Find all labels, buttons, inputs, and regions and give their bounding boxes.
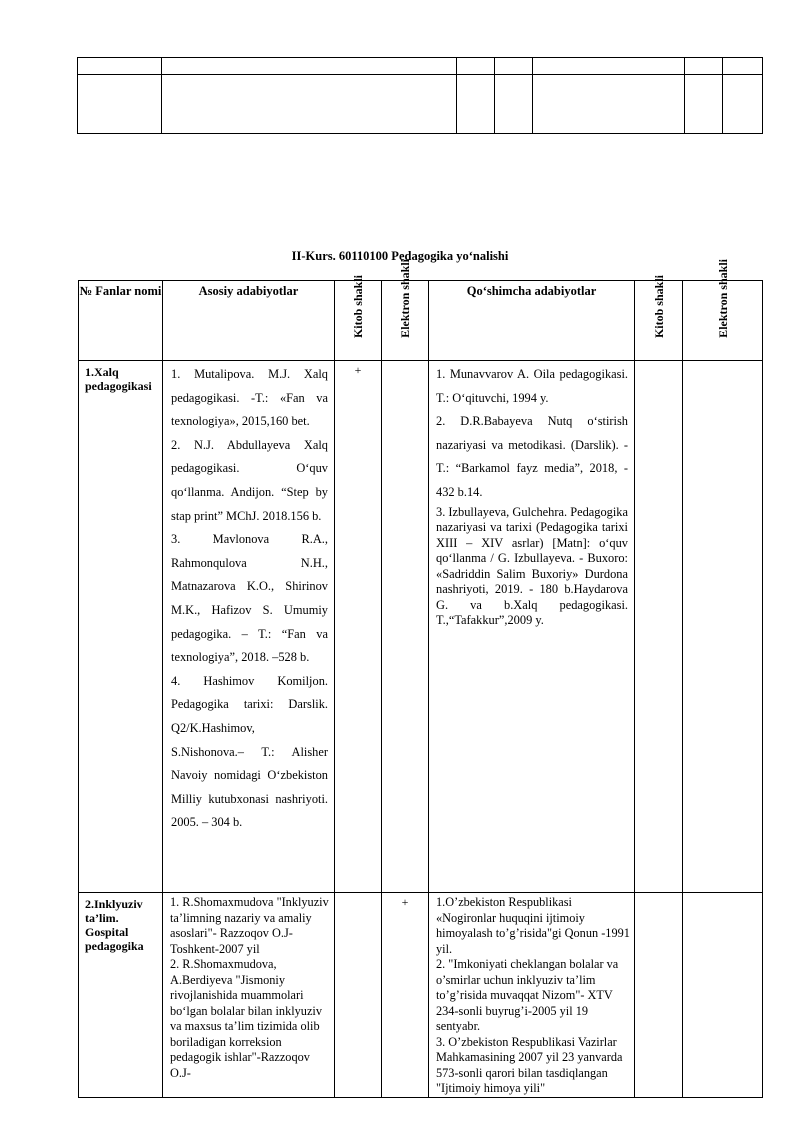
extra-literature-cell — [429, 893, 635, 1098]
table-row — [79, 361, 763, 893]
electronic-form-mark — [382, 361, 429, 893]
literature-item: 3. Izbullayeva, Gulchehra. Pedagogika nazariyasi va tarixi (Pedagogika tarixi XIII – XIV asrlar) [Matn]: o‘quv qo‘llanma / G. Izbullayeva. - Buxoro: «Sadriddin Salim Buxoriy» Durdona nashriyoti, 2019. - 180 b.Haydarova G. va b.Xalq pedagogikasi. T.,“Tafakkur”,2009 y. — [436, 504, 628, 628]
header-electronic-form-2: Elektron shakli — [683, 281, 763, 361]
header-book-form: Kitob shakli — [335, 281, 382, 361]
table-header-row — [79, 281, 763, 361]
main-literature-cell — [163, 893, 335, 1098]
subject-name: 1.Xalq pedagogikasi — [79, 361, 163, 893]
literature-item: 1. R.Shomaxmudova "Inklyuziv ta’limning nazariy va amaliy asoslari"- Razzoqov O.J- Toshkent-2007 yil — [170, 895, 329, 956]
literature-item: 3. Mavlonova R.A., Rahmonqulova N.H., Matnazarova K.O., Shirinov M.K., Hafizov S. Umumiy pedagogika. – T.: “Fan va texnologiya”, 2018. –528 b. — [171, 532, 328, 665]
book-form-mark — [335, 893, 382, 1098]
book-form-mark: + — [335, 361, 382, 893]
literature-table — [78, 259, 763, 1098]
literature-item: 1. Mutalipova. M.J. Xalq pedagogikasi. -T.: «Fan va texnologiya», 2015,160 bet. — [171, 367, 328, 429]
previous-table-fragment — [77, 57, 763, 134]
header-book-form-2: Kitob shakli — [635, 281, 683, 361]
extra-literature-cell — [429, 361, 635, 893]
table-row — [79, 893, 763, 1098]
literature-item: 3. O’zbekiston Respublikasi Vazirlar Mahkamasining 2007 yil 23 yanvarda 573-sonli qarori bilan tasdiqlangan "Ijtimoiy himoya yili" — [436, 1034, 623, 1095]
literature-item: 2. N.J. Abdullayeva Xalq pedagogikasi. O‘quv qo‘llanma. Andijon. “Step by stap print” MChJ. 2018.156 b. — [171, 437, 328, 523]
literature-item: 1. Munavvarov A. Oila pedagogikasi. T.: O‘qituvchi, 1994 y. — [436, 367, 628, 405]
subject-name: 2.Inklyuziv ta’lim. Gospital pedagogika — [79, 893, 163, 1098]
literature-item: 2. D.R.Babayeva Nutq o‘stirish nazariyasi va metodikasi. (Darslik). - T.: “Barkamol fayz media”, 2018, - 432 b.14. — [436, 414, 628, 499]
literature-item: 2. R.Shomaxmudova, A.Berdiyeva "Jismoniy rivojlanishida muammolari bo‘lgan bolalar bilan inklyuziv va maxsus ta’lim tizimida olib boriladigan korreksion pedagogik ishlar"-Razzoqov O.J- — [170, 957, 322, 1080]
literature-item: 4. Hashimov Komiljon. Pedagogika tarixi: Darslik. Q2/K.Hashimov, S.Nishonova.– T.: Alisher Navoiy nomidagi O‘zbekiston Milliy kutubxonasi nashriyoti. 2005. – 304 b. — [171, 673, 328, 830]
electronic-form-mark: + — [382, 893, 429, 1098]
header-main-literature: Asosiy adabiyotlar — [163, 281, 335, 361]
section-heading: II-Kurs. 60110100 Pedagogika yo‘nalishi — [291, 249, 509, 263]
header-extra-literature: Qo‘shimcha adabiyotlar — [429, 281, 635, 361]
header-subject: № Fanlar nomi — [79, 281, 163, 361]
main-literature-cell — [163, 361, 335, 893]
literature-item: 1.O’zbekiston Respublikasi «Nogironlar huquqini ijtimoiy himoyalash to’g’risida"gi Qonun -1991 yil. — [436, 895, 630, 956]
table-row — [78, 58, 763, 75]
header-electronic-form: Elektron shakli — [382, 281, 429, 361]
table-row — [78, 75, 763, 134]
literature-item: 2. "Imkoniyati cheklangan bolalar va o’smirlar uchun inklyuziv ta’lim to’g’risida muvaqqat Nizom"- XTV 234-sonli buyrug’i-2005 yil 19 sentyabr. — [436, 957, 619, 1033]
